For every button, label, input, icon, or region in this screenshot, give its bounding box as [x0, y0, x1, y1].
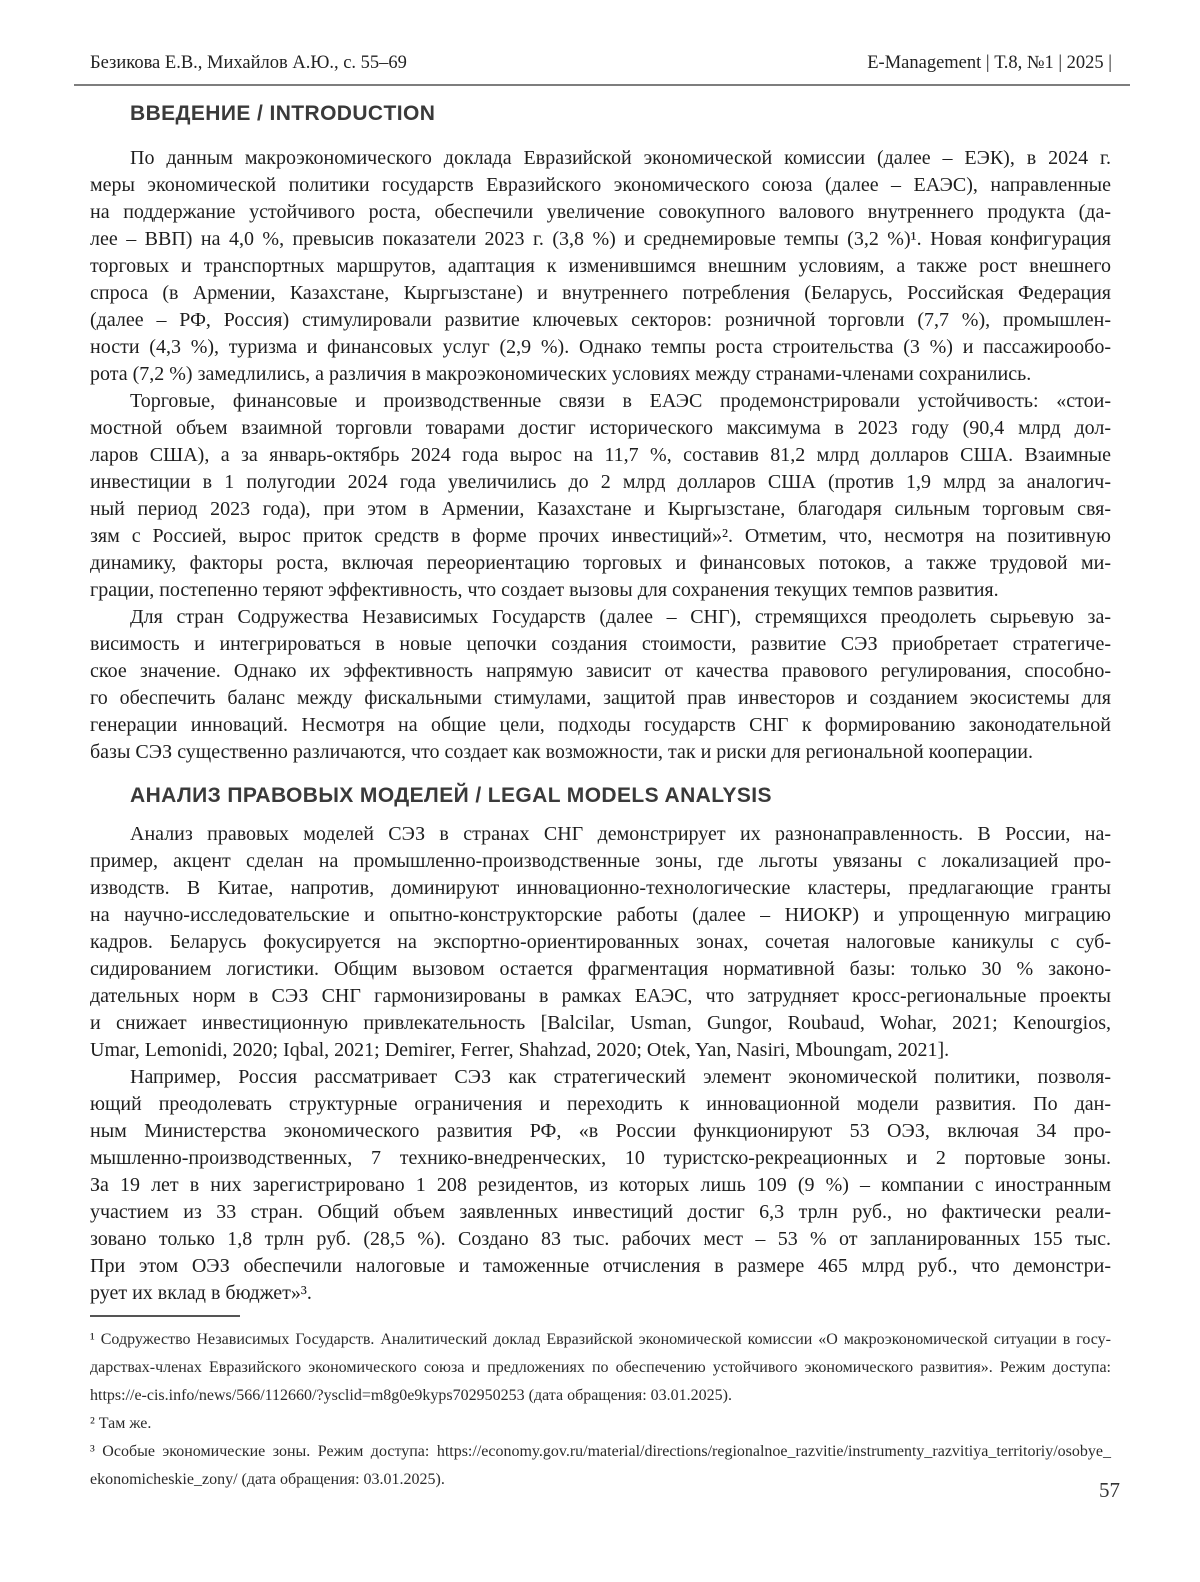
footnote-line: ¹ Содружество Независимых Государств. Аналитический доклад Евразийской экономической комиссии «О макроэкономической ситуации в госу-	[90, 1331, 1111, 1348]
paragraph-line: мостной объем взаимной торговли товарами достиг исторического максимума в 2023 году (90,4 млрд дол-	[90, 417, 1111, 439]
paragraph-line: торговых и транспортных маршрутов, адаптация к изменившимся внешним условиям, а также рост внешнего	[90, 255, 1111, 277]
running-head-authors: Безикова Е.В., Михайлов А.Ю., с. 55–69	[90, 53, 407, 73]
paragraph-line: зовано только 1,8 трлн руб. (28,5 %). Создано 83 тыс. рабочих мест – 53 % от запланированных 155 тыс.	[90, 1228, 1111, 1250]
paragraph-line: При этом ОЭЗ обеспечили налоговые и таможенные отчисления в размере 465 млрд руб., что демонстри-	[90, 1255, 1111, 1277]
running-head-journal: E-Management | Т.8, №1 | 2025 |	[867, 53, 1112, 73]
paragraph-line: на научно-исследовательские и опытно-конструкторские работы (далее – НИОКР) и упрощенную миграцию	[90, 904, 1111, 926]
paragraph-line: кадров. Беларусь фокусируется на экспортно-ориентированных зонах, сочетая налоговые каникулы с суб-	[90, 931, 1111, 953]
paragraph-line: Для стран Содружества Независимых Государств (далее – СНГ), стремящихся преодолеть сырьевую за-	[130, 606, 1111, 628]
header-rule	[74, 84, 1130, 86]
paragraph	[90, 1064, 1111, 1307]
paragraph-line: ларов США), а за январь-октябрь 2024 года вырос на 11,7 %, составив 81,2 млрд долларов США. Взаимные	[90, 444, 1111, 466]
section	[90, 100, 1111, 766]
paragraph	[90, 604, 1111, 766]
paragraph-line: го обеспечить баланс между фискальными стимулами, защитой прав инвесторов и созданием экосистемы для	[90, 687, 1111, 709]
paragraph-line: Например, Россия рассматривает СЭЗ как стратегический элемент экономической политики, позволя-	[130, 1066, 1111, 1088]
document-body	[90, 100, 1111, 1494]
paragraph-line: По данным макроэкономического доклада Евразийской экономической комиссии (далее – ЕЭК), в 2024 г.	[130, 147, 1111, 169]
paragraph-line: зям с Россией, вырос приток средств в форме прочих инвестиций»². Отметим, что, несмотря на позитивную	[90, 525, 1111, 547]
footnote-line: дарствах-членах Евразийского экономического союза и предложениях по обеспечению устойчивого экономического развития». Режим доступа:	[90, 1359, 1111, 1376]
paragraph-line: рота (7,2 %) замедлились, а различия в макроэкономических условиях между странами-членами сохранились.	[90, 363, 1032, 385]
paragraph-line: базы СЭЗ существенно различаются, что создает как возможности, так и риски для региональной кооперации.	[90, 741, 1033, 763]
footnote-line: ² Там же.	[90, 1415, 152, 1432]
paragraph-line: Торговые, финансовые и производственные связи в ЕАЭС продемонстрировали устойчивость: «стои-	[130, 390, 1111, 412]
section	[90, 782, 1111, 1307]
paragraph-line: генерации инноваций. Несмотря на общие цели, подходы государств СНГ к формированию законодательной	[90, 714, 1111, 736]
paragraph-line: Анализ правовых моделей СЭЗ в странах СНГ демонстрирует их разнонаправленность. В России, на-	[130, 823, 1111, 845]
paragraph-line: (далее – РФ, Россия) стимулировали развитие ключевых секторов: розничной торговли (7,7 %), промышлен-	[90, 309, 1111, 331]
paragraph-line: ности (4,3 %), туризма и финансовых услуг (2,9 %). Однако темпы роста строительства (3 %) и пассажирообо-	[90, 336, 1111, 358]
paragraph-line: меры экономической политики государств Евразийского экономического союза (далее – ЕАЭС), направленные	[90, 174, 1111, 196]
paragraph-line: ный период 2023 года), при этом в Армении, Казахстане и Кыргызстане, благодаря сильным торговым свя-	[90, 498, 1111, 520]
page-number: 57	[1099, 1478, 1120, 1502]
paragraph-line: и снижает инвестиционную привлекательность [Balcilar, Usman, Gungor, Roubaud, Wohar, 2021; Kenourgios,	[90, 1012, 1111, 1034]
paragraph-line: грации, постепенно теряют эффективность, что создает вызовы для сохранения текущих темпов развития.	[90, 579, 999, 601]
paragraph-line: рует их вклад в бюджет»³.	[90, 1282, 312, 1304]
paragraph-line: пример, акцент сделан на промышленно-производственные зоны, где льготы увязаны с локализацией про-	[90, 850, 1111, 872]
paragraph	[90, 145, 1111, 388]
paragraph-line: на поддержание устойчивого роста, обеспечили увеличение совокупного валового внутреннего продукта (да-	[90, 201, 1111, 223]
paragraph-line: ское значение. Однако их эффективность напрямую зависит от качества правового регулирования, способно-	[90, 660, 1111, 682]
running-head	[90, 53, 1112, 74]
paragraph-line: За 19 лет в них зарегистрировано 1 208 резидентов, из которых лишь 109 (9 %) – компании с иностранным	[90, 1174, 1111, 1196]
section-heading: ВВЕДЕНИЕ / INTRODUCTION	[130, 102, 436, 125]
footnote-line: https://e-cis.info/news/566/112660/?ysclid=m8g0e9kyps702950253 (дата обращения: 03.01.2025).	[90, 1387, 732, 1404]
paragraph-line: сидированием логистики. Общим вызовом остается фрагментация нормативной базы: только 30 % законо-	[90, 958, 1111, 980]
section-heading: АНАЛИЗ ПРАВОВЫХ МОДЕЛЕЙ / LEGAL MODELS ANALYSIS	[130, 784, 772, 807]
paragraph-line: лее – ВВП) на 4,0 %, превысив показатели 2023 г. (3,8 %) и среднемировые темпы (3,2 %)¹. Новая конфигурация	[90, 228, 1111, 250]
paragraph-line: дательных норм в СЭЗ СНГ гармонизированы в рамках ЕАЭС, что затрудняет кросс-региональные проекты	[90, 985, 1111, 1007]
paragraph-line: висимость и интегрироваться в новые цепочки создания стоимости, развитие СЭЗ приобретает стратегиче-	[90, 633, 1111, 655]
paragraph-line: спроса (в Армении, Казахстане, Кыргызстане) и внутреннего потребления (Беларусь, Российская Федерация	[90, 282, 1111, 304]
paragraph-line: Umar, Lemonidi, 2020; Iqbal, 2021; Demirer, Ferrer, Shahzad, 2020; Otek, Yan, Nasiri, Mboungam, 2021].	[90, 1039, 950, 1061]
footnote-line: ³ Особые экономические зоны. Режим доступа: https://economy.gov.ru/material/directions/regionalnoe_razvitie/instrumenty_razvitiya_territoriy/osobye_	[90, 1443, 1111, 1460]
paragraph-line: мышленно-производственных, 7 технико-внедренческих, 10 туристско-рекреационных и 2 портовые зоны.	[90, 1147, 1111, 1169]
paragraph-line: участием из 33 стран. Общий объем заявленных инвестиций достиг 6,3 трлн руб., но фактически реали-	[90, 1201, 1111, 1223]
paragraph	[90, 388, 1111, 604]
paragraph-line: инвестиции в 1 полугодии 2024 года увеличились до 2 млрд долларов США (против 1,9 млрд за аналогич-	[90, 471, 1111, 493]
paragraph	[90, 821, 1111, 1064]
paragraph-line: ным Министерства экономического развития РФ, «в России функционируют 53 ОЭЗ, включая 34 про-	[90, 1120, 1111, 1142]
footnotes	[90, 1315, 1111, 1494]
footnote-line: ekonomicheskie_zony/ (дата обращения: 03.01.2025).	[90, 1471, 445, 1488]
paragraph-line: изводств. В Китае, напротив, доминируют инновационно-технологические кластеры, предлагающие гранты	[90, 877, 1111, 899]
paragraph-line: динамику, факторы роста, включая переориентацию торговых и финансовых потоков, а также трудовой ми-	[90, 552, 1111, 574]
footnote-separator	[90, 1315, 240, 1317]
paragraph-line: ющий преодолевать структурные ограничения и переходить к инновационной модели развития. По дан-	[90, 1093, 1111, 1115]
